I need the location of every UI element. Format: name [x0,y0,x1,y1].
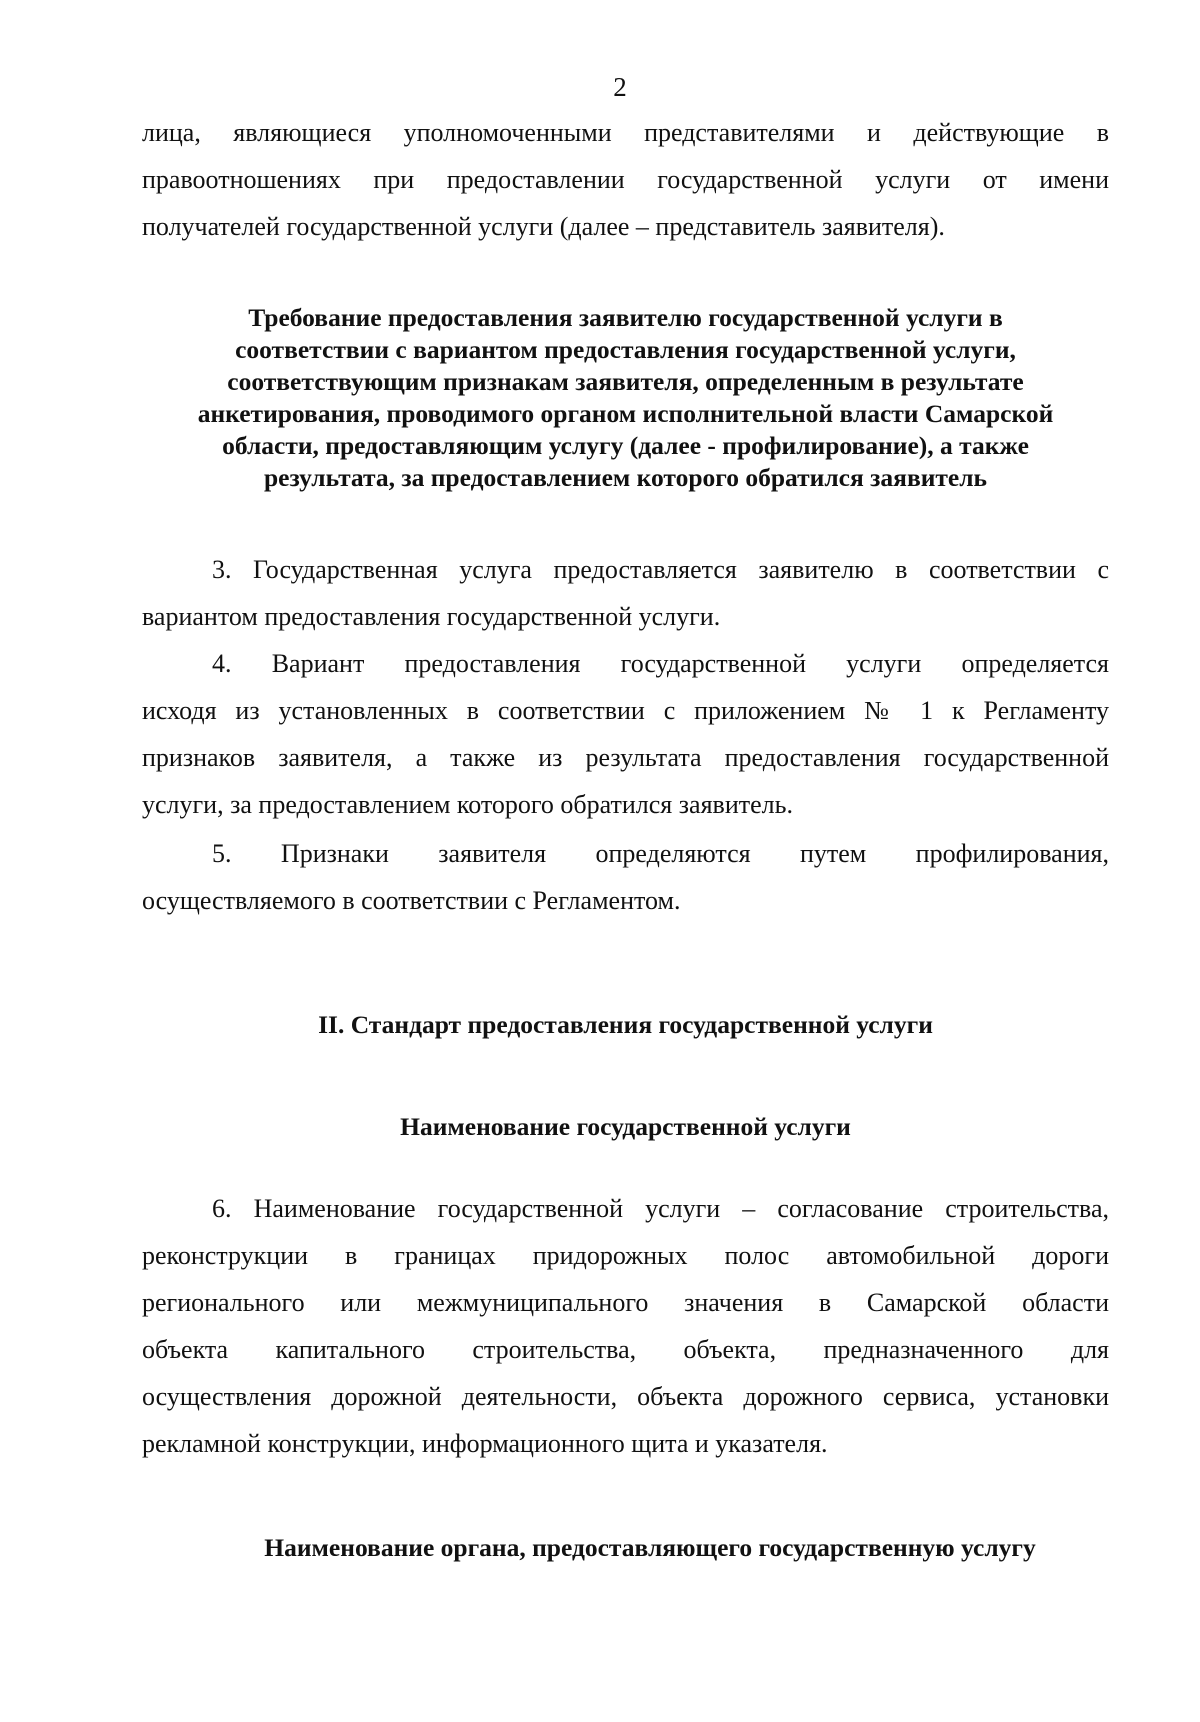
text-line: 6. Наименование государственной услуги – согласование строительства, [212,1194,1109,1223]
page-number: 2 [613,72,627,102]
text-line: лица, являющиеся уполномоченными представителями и действующие в [142,118,1109,147]
text-line: признаков заявителя, а также из результата предоставления государственной [142,743,1109,772]
text-line: 3. Государственная услуга предоставляется заявителю в соответствии с [212,555,1109,584]
text-line: осуществляемого в соответствии с Регламентом. [142,886,681,915]
item-5-paragraph [142,830,1109,924]
text-line: вариантом предоставления государственной услуги. [142,602,721,631]
heading-line: Требование предоставления заявителю государственной услуги в [248,303,1003,332]
item-4-paragraph [142,640,1109,828]
text-line: объекта капитального строительства, объекта, предназначенного для [142,1335,1109,1364]
text-line: исходя из установленных в соответствии с приложением № 1 к Регламенту [142,696,1109,725]
intro-paragraph [142,109,1109,250]
heading-line: области, предоставляющим услугу (далее - профилирование), а также [222,431,1029,460]
heading-line: соответствующим признакам заявителя, определенным в результате [227,367,1024,396]
text-line: регионального или межмуниципального значения в Самарской области [142,1288,1109,1317]
text-line: правоотношениях при предоставлении государственной услуги от имени [142,165,1109,194]
text-line: реконструкции в границах придорожных полос автомобильной дороги [142,1241,1109,1270]
text-line: 5. Признаки заявителя определяются путем профилирования, [212,839,1109,868]
subsection-heading: Наименование органа, предоставляющего государственную услугу [264,1533,1036,1562]
text-line: 4. Вариант предоставления государственной услуги определяется [212,649,1109,678]
text-line: получателей государственной услуги (далее – представитель заявителя). [142,212,945,241]
heading-line: анкетирования, проводимого органом исполнительной власти Самарской [197,399,1054,428]
section-heading: II. Стандарт предоставления государственной услуги [318,1010,933,1039]
text-line: осуществления дорожной деятельности, объекта дорожного сервиса, установки [142,1382,1109,1411]
subsection-heading: Наименование государственной услуги [400,1112,851,1141]
text-line: услуги, за предоставлением которого обратился заявитель. [142,790,793,819]
heading-line: результата, за предоставлением которого обратился заявитель [263,463,988,492]
item-6-paragraph [142,1185,1109,1467]
item-3-paragraph [142,546,1109,640]
text-line: рекламной конструкции, информационного щита и указателя. [142,1429,828,1458]
heading-line: соответствии с вариантом предоставления государственной услуги, [235,335,1016,364]
requirement-heading [142,302,1109,494]
